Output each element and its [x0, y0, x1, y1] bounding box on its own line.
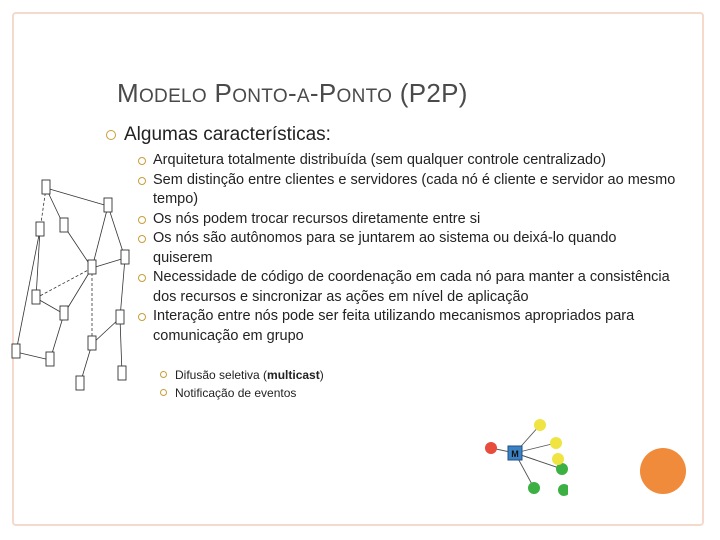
- yellow-node-icon: [534, 419, 546, 431]
- hub-label: M: [511, 449, 519, 459]
- sub-list-item-events: Notificação de eventos: [160, 384, 324, 402]
- bullet-ring-icon: [106, 130, 116, 140]
- bullet-ring-icon: [160, 389, 167, 396]
- red-node-icon: [485, 442, 497, 454]
- green-node-icon: [558, 484, 568, 496]
- bullet-ring-icon: [160, 371, 167, 378]
- orange-dot-decoration: [640, 448, 686, 494]
- p2p-network-diagram: [0, 168, 140, 398]
- sub-list-item-multicast: Difusão seletiva (multicast): [160, 366, 324, 384]
- list-item: Interação entre nós pode ser feita utilizando mecanismos apropriados para comunicação em grupo: [138, 307, 678, 346]
- slide-title: MODELO PONTO-A-PONTO (P2P): [117, 78, 468, 108]
- yellow-node-icon: [552, 453, 564, 465]
- main-bullet-text: Algumas características:: [124, 124, 331, 145]
- list-item: Os nós podem trocar recursos diretamente entre si: [138, 210, 678, 230]
- list-item: Sem distinção entre clientes e servidores (cada nó é cliente e servidor ao mesmo tempo): [138, 171, 678, 210]
- bullet-list: [138, 151, 678, 346]
- sub-bullet-list: [160, 366, 324, 402]
- list-item: Os nós são autônomos para se juntarem ao sistema ou deixá-lo quando quiserem: [138, 229, 678, 268]
- bullet-ring-icon: [138, 157, 146, 165]
- multicast-icon: [478, 412, 568, 497]
- list-item: Arquitetura totalmente distribuída (sem qualquer controle centralizado): [138, 151, 678, 171]
- yellow-node-icon: [550, 437, 562, 449]
- green-node-icon: [528, 482, 540, 494]
- list-item: Necessidade de código de coordenação em cada nó para manter a consistência dos recursos e sincronizar as ações em nível de aplicação: [138, 268, 678, 307]
